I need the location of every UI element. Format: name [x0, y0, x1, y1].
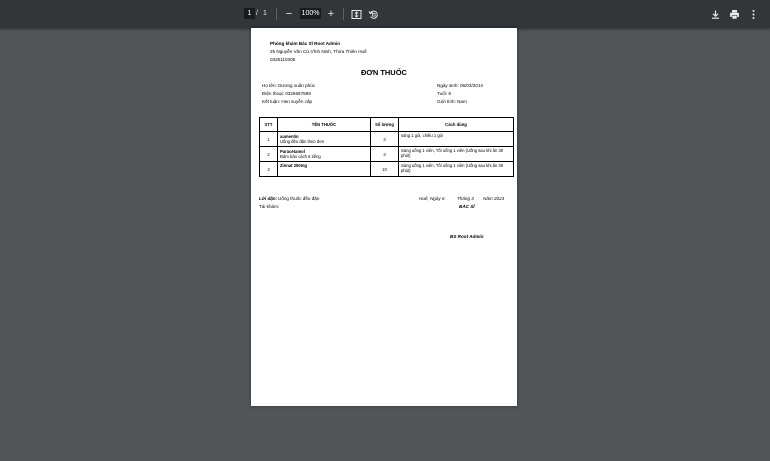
prescription-table — [259, 117, 514, 177]
table-header-row — [260, 118, 514, 132]
rotate-icon — [368, 9, 379, 20]
header-quantity: Số lượng — [371, 118, 399, 132]
signing-place-day: Huế, Ngày 6 — [419, 196, 445, 201]
diagnosis-conclusion: Kết luận: Hen suyễn cấp — [262, 99, 313, 104]
row-stt: 1 — [260, 132, 278, 147]
zoom-level-input[interactable]: 100% — [301, 10, 320, 17]
page-separator: / — [256, 10, 258, 17]
table-row — [260, 132, 514, 147]
patient-birth-date: Ngày sinh: 06/03/2014 — [437, 83, 483, 88]
zoom-in-button[interactable]: + — [327, 8, 335, 20]
row-usage: sáng 1 gói, chiều 1 gói — [399, 132, 514, 147]
medicine-note: Uống đều đặn theo đơn — [280, 139, 325, 144]
rotate-button[interactable] — [365, 6, 381, 22]
clinic-address: 25 Nguyễn Văn Cừ,Vĩnh Ninh, Thừa Thiên Huế — [270, 49, 367, 54]
followup-label: Tái khám: — [259, 204, 280, 209]
row-stt: 3 — [260, 162, 278, 177]
row-quantity: 10 — [371, 162, 399, 177]
row-usage: Sáng uống 1 viên, Tối uống 1 viên (Uống sau khi ăn 30 phút) — [399, 147, 514, 162]
print-button[interactable] — [726, 6, 742, 22]
print-icon — [729, 9, 740, 20]
page-number-input[interactable]: 1 — [244, 8, 255, 19]
row-quantity: 3 — [371, 147, 399, 162]
download-icon — [710, 9, 721, 20]
toolbar-divider — [276, 8, 277, 20]
row-medicine — [278, 147, 371, 162]
header-usage: Cách dùng — [399, 118, 514, 132]
total-pages: 1 — [263, 10, 267, 17]
signing-year: Năm 2023 — [483, 196, 505, 201]
medicine-name: aumentin — [280, 134, 299, 139]
header-medicine-name: TÊN THUỐC — [278, 118, 371, 132]
doctor-name: BS Root Admin — [450, 234, 484, 239]
row-quantity: 3 — [371, 132, 399, 147]
more-vert-icon — [748, 9, 759, 20]
pdf-page — [251, 28, 517, 406]
pdf-toolbar — [0, 0, 770, 28]
row-usage: Sáng uống 1 viên, Tối uống 1 viên (Uống sau khi ăn 30 phút) — [399, 162, 514, 177]
table-row — [260, 147, 514, 162]
table-row — [260, 162, 514, 177]
medicine-name: Zinnat 250mg — [280, 163, 307, 168]
fit-page-icon — [351, 9, 362, 20]
document-title: ĐƠN THUỐC — [361, 68, 407, 77]
signing-month: Tháng 3 — [457, 196, 474, 201]
zoom-out-button[interactable]: − — [285, 8, 293, 20]
more-actions-button[interactable] — [745, 6, 761, 22]
medicine-name: Paracetamol — [280, 149, 305, 154]
advice-label: Lời dặn: — [259, 196, 278, 201]
download-button[interactable] — [707, 6, 723, 22]
medicine-note: Đảm bảo cách 6 tiếng — [280, 154, 321, 159]
clinic-phone: 0325110306 — [270, 57, 296, 62]
clinic-name: Phòng khám Bác Sĩ Root Admin — [270, 41, 341, 46]
advice-text: Uống thuốc đều đặn — [278, 196, 320, 201]
patient-age: Tuổi: 9 — [437, 91, 451, 96]
row-medicine — [278, 132, 371, 147]
toolbar-divider — [343, 8, 344, 20]
row-medicine — [278, 162, 371, 177]
patient-name: Họ tên: Dương xuân phúc — [262, 83, 316, 88]
row-stt: 2 — [260, 147, 278, 162]
patient-gender: Giới tính: Nam — [437, 99, 467, 104]
header-stt: STT — [260, 118, 278, 132]
patient-phone: Điện thoại: 0325667589 — [262, 91, 311, 96]
fit-to-page-button[interactable] — [348, 6, 364, 22]
doctor-title: BÁC SĨ — [459, 204, 475, 209]
